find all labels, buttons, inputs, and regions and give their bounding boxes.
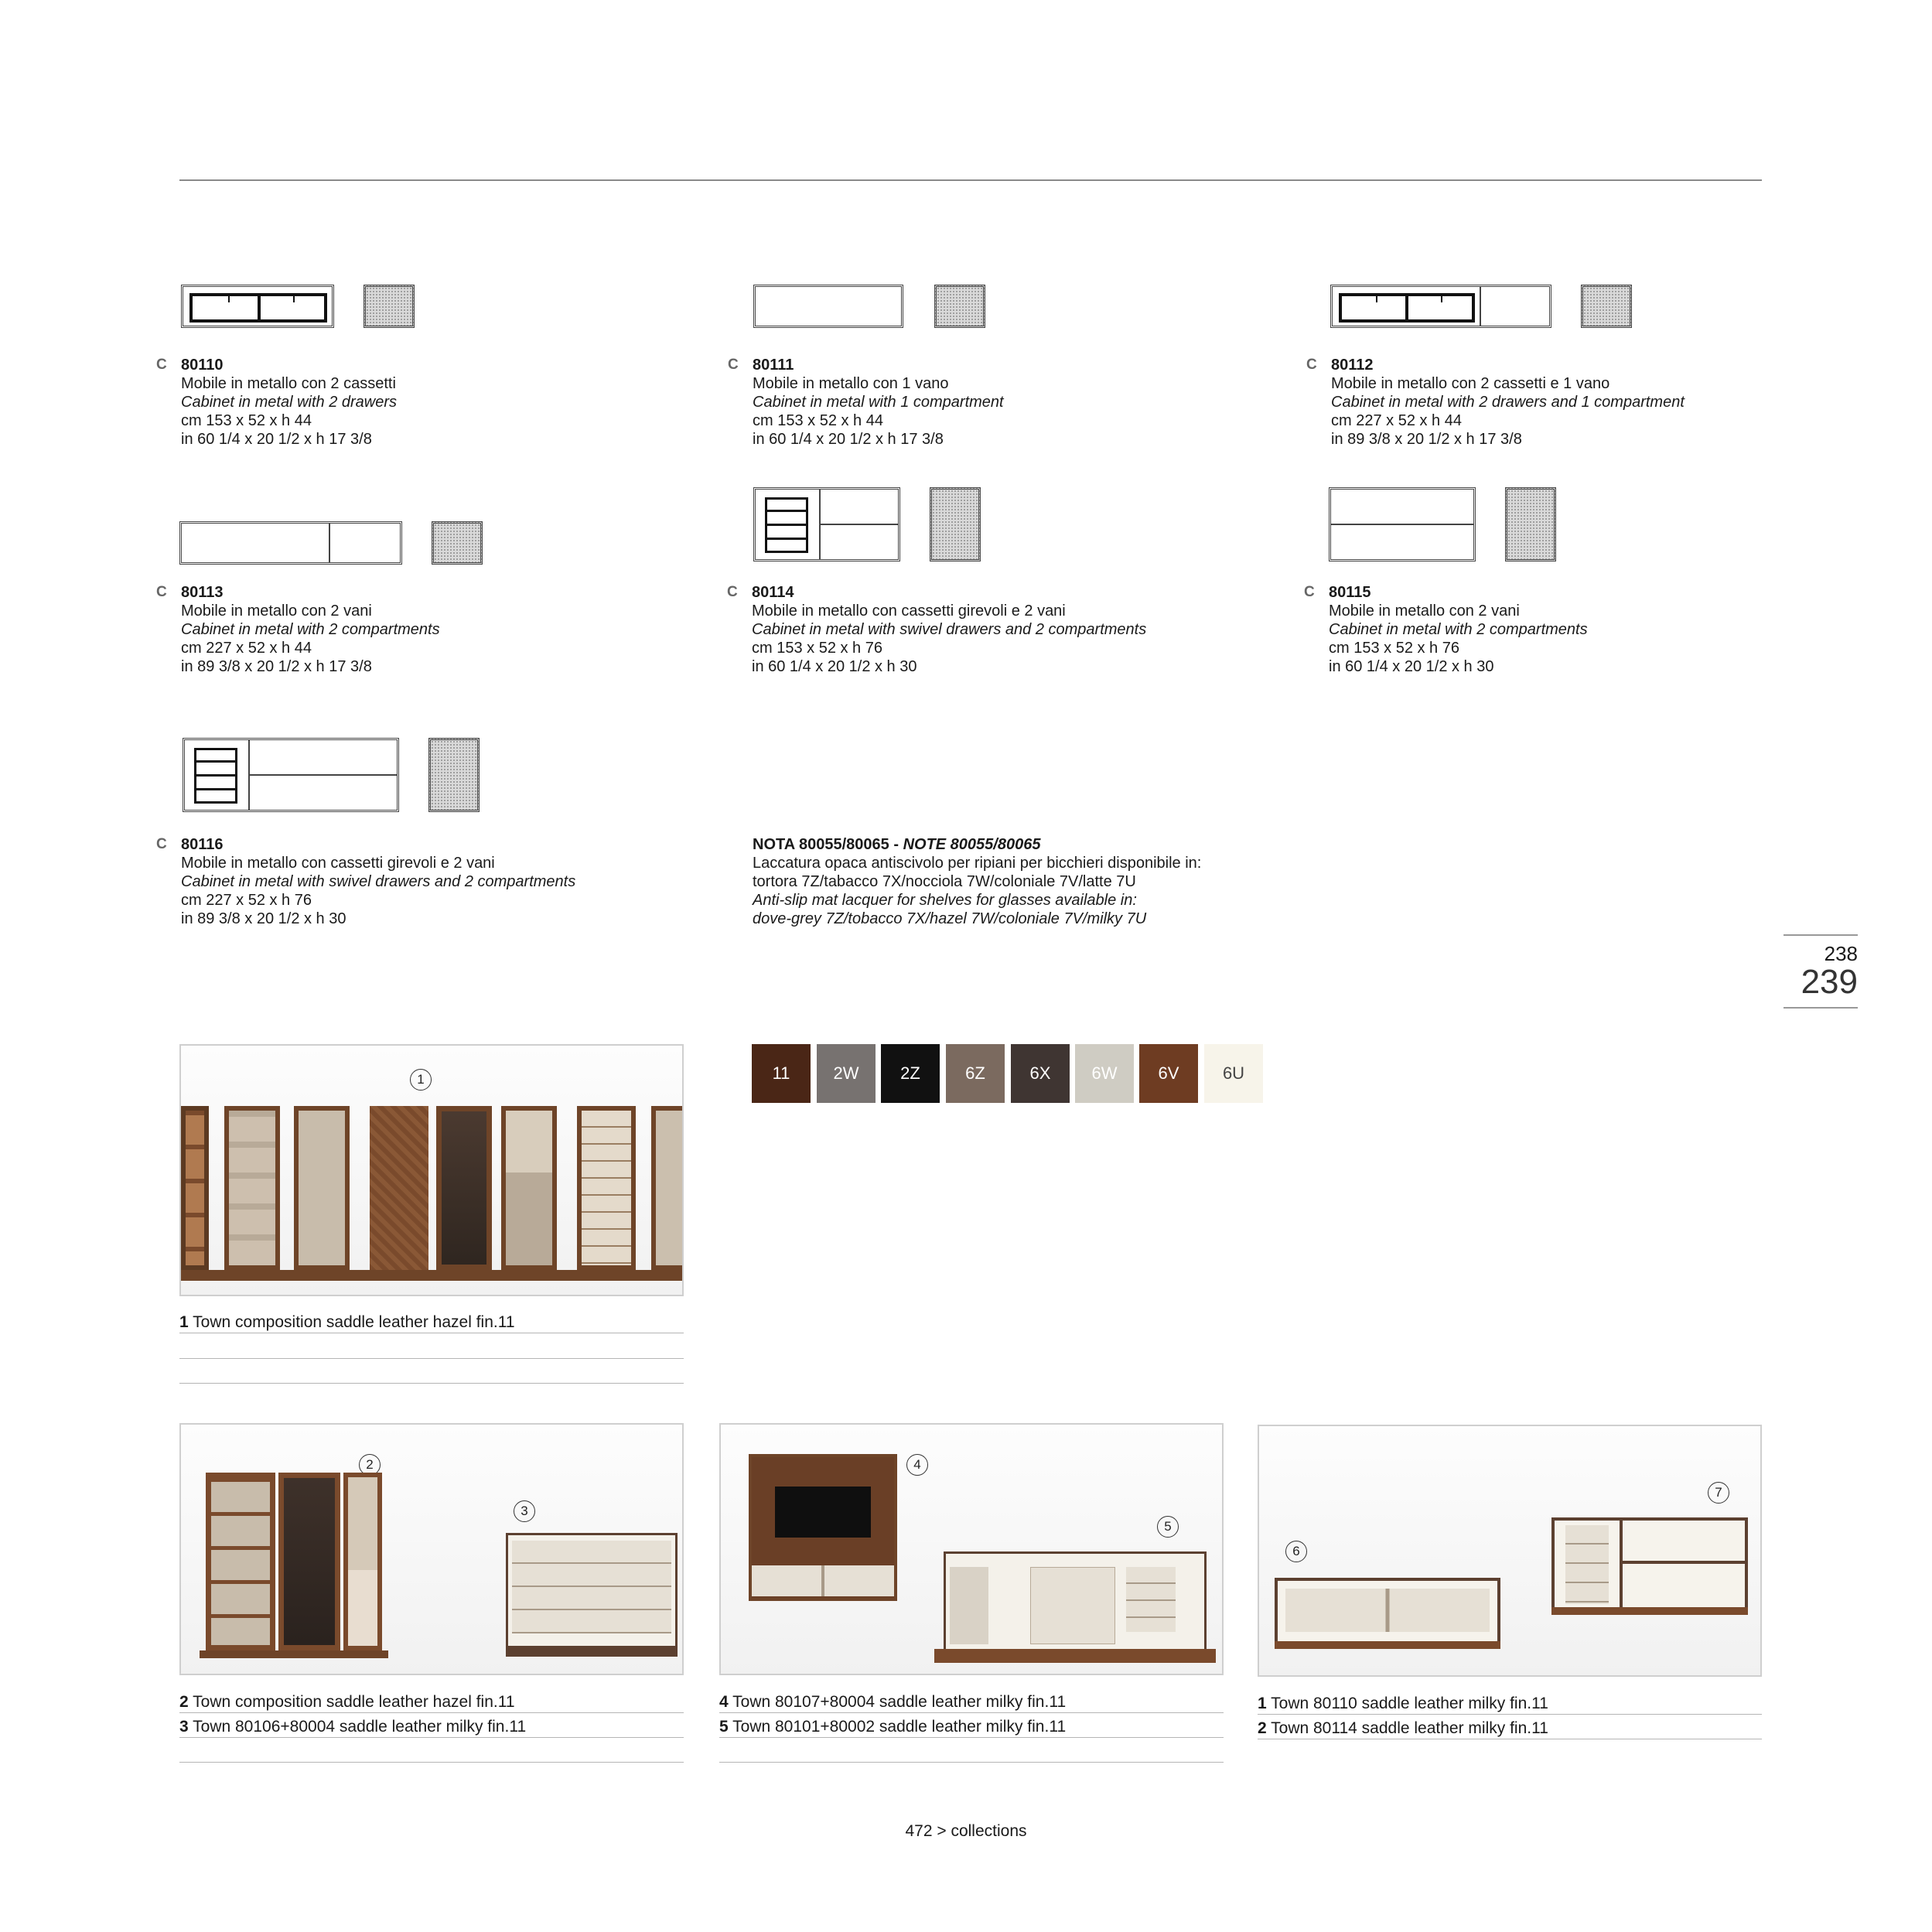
- photo-town-composition: [179, 1044, 684, 1296]
- dimensions-cm: cm 227 x 52 x h 44: [181, 640, 312, 657]
- description-en: Cabinet in metal with swivel drawers and 2 compartments: [752, 621, 1147, 638]
- caption-number: 3: [179, 1718, 189, 1736]
- note-line-it: Laccatura opaca antiscivolo per ripiani per bicchieri disponibile in:: [753, 855, 1202, 872]
- caption-rule: [1258, 1714, 1762, 1715]
- product-code: 80111: [753, 357, 794, 374]
- cabinet-bar-drawers: [577, 1106, 636, 1270]
- handle-tick: [293, 296, 295, 302]
- tv-screen: [775, 1487, 871, 1538]
- note-title-en: NOTE 80055/80065: [903, 836, 1041, 853]
- caption-number: 1: [179, 1313, 189, 1331]
- dimensions-in: in 89 3/8 x 20 1/2 x h 17 3/8: [1331, 431, 1522, 448]
- caption-3: [179, 1717, 526, 1737]
- category-letter: C: [156, 836, 167, 852]
- category-letter: C: [1306, 357, 1317, 373]
- drawing-80114-front: [753, 487, 900, 562]
- category-letter: C: [1304, 584, 1315, 600]
- drawer-line: [766, 524, 807, 526]
- finish-swatch: [1075, 1044, 1134, 1103]
- description-it: Mobile in metallo con 1 vano: [753, 375, 949, 392]
- product-spec-80110: [156, 356, 398, 449]
- drawing-80116-side: [428, 738, 480, 812]
- description-it: Mobile in metallo con 2 cassetti e 1 vano: [1331, 375, 1610, 392]
- category-letter: C: [727, 584, 738, 600]
- category-letter: C: [156, 584, 167, 600]
- finish-swatch: [1204, 1044, 1263, 1103]
- product-spec-80112: [1306, 356, 1685, 449]
- description-en: Cabinet in metal with swivel drawers and 2 compartments: [181, 873, 576, 890]
- dimensions-cm: cm 153 x 52 x h 76: [1329, 640, 1459, 657]
- sideboard-open-door: [950, 1567, 988, 1644]
- finish-swatch: [752, 1044, 811, 1103]
- caption-number: 2: [1258, 1719, 1267, 1737]
- bookcase-glass: [278, 1473, 340, 1650]
- caption-text: Town 80110 saddle leather milky fin.11: [1266, 1695, 1548, 1712]
- caption-rule: [719, 1712, 1224, 1713]
- dimensions-in: in 60 1/4 x 20 1/2 x h 17 3/8: [181, 431, 372, 448]
- note-line-en: Anti-slip mat lacquer for shelves for glasses available in:: [753, 892, 1137, 909]
- lacquer-note: [753, 835, 1201, 928]
- caption-rule: [719, 1762, 1224, 1763]
- photo-town-tv-sideboard: [719, 1423, 1224, 1675]
- caption-number: 5: [719, 1718, 729, 1736]
- cabinet-open-shelves: [224, 1106, 280, 1270]
- photo-town-bookcase-dresser: [179, 1423, 684, 1675]
- finish-swatch: [881, 1044, 940, 1103]
- drawing-80110-side: [364, 285, 415, 328]
- description-en: Cabinet in metal with 2 compartments: [1329, 621, 1588, 638]
- photo-number-marker: 6: [1285, 1541, 1307, 1562]
- walnut-plinth: [181, 1270, 684, 1281]
- photo-number-marker: 5: [1157, 1516, 1179, 1538]
- page-number-left: 238: [1824, 942, 1858, 965]
- bookcase-left: [206, 1473, 275, 1650]
- finish-swatch: [1139, 1044, 1198, 1103]
- bookcase-plinth: [200, 1650, 388, 1658]
- cabinet-80110-drawers: [1285, 1589, 1490, 1632]
- shelf-line: [819, 524, 898, 525]
- caption-text: Town composition saddle leather hazel fin.11: [188, 1313, 515, 1331]
- handle-tick: [1441, 296, 1442, 302]
- dimensions-in: in 89 3/8 x 20 1/2 x h 30: [181, 910, 346, 927]
- caption-rule: [179, 1762, 684, 1763]
- caption-text: Town composition saddle leather hazel fin.11: [188, 1693, 515, 1711]
- product-code: 80116: [181, 836, 224, 853]
- dimensions-in: in 89 3/8 x 20 1/2 x h 17 3/8: [181, 658, 372, 675]
- product-spec-80116: [156, 835, 576, 928]
- product-code: 80113: [181, 584, 224, 601]
- drawing-80116-front: [183, 738, 399, 812]
- page-number-block: [1784, 934, 1858, 1009]
- dimensions-cm: cm 153 x 52 x h 44: [181, 412, 312, 429]
- cabinet-bar-open: [501, 1106, 557, 1270]
- drawer-line: [196, 774, 236, 777]
- dimensions-in: in 60 1/4 x 20 1/2 x h 30: [1329, 658, 1494, 675]
- photo-number-marker: 2: [359, 1454, 381, 1476]
- page-number-right: 239: [1801, 963, 1858, 1001]
- caption-6: [1258, 1694, 1548, 1714]
- drawing-80110-front: [181, 285, 334, 328]
- caption-5: [719, 1717, 1066, 1737]
- swatch-label: 6V: [1158, 1063, 1179, 1083]
- caption-number: 2: [179, 1693, 189, 1711]
- swatch-label: 2Z: [900, 1063, 920, 1083]
- caption-7: [1258, 1719, 1548, 1739]
- caption-text: Town 80107+80004 saddle leather milky fin.11: [728, 1693, 1067, 1711]
- dresser-drawers: [512, 1541, 671, 1633]
- shelf-line: [1331, 524, 1473, 525]
- caption-4: [719, 1692, 1066, 1712]
- photo-number-marker: 7: [1708, 1482, 1729, 1504]
- product-code: 80112: [1331, 357, 1374, 374]
- caption-rule: [179, 1712, 684, 1713]
- cabinet-80114-drawers: [1565, 1525, 1609, 1604]
- cabinet-80110-plinth: [1275, 1641, 1500, 1649]
- cabinet-80114-shelf: [1623, 1561, 1745, 1564]
- product-code: 80115: [1329, 584, 1371, 601]
- drawing-80111-side: [934, 285, 985, 328]
- drawer-line: [766, 510, 807, 512]
- tv-cabinet-drawers: [752, 1565, 894, 1596]
- description-it: Mobile in metallo con cassetti girevoli e 2 vani: [181, 855, 495, 872]
- dimensions-cm: cm 227 x 52 x h 76: [181, 892, 312, 909]
- drawer-line: [766, 538, 807, 540]
- note-colors-en: dove-grey 7Z/tobacco 7X/hazel 7W/coloniale 7V/milky 7U: [753, 910, 1147, 927]
- caption-number: 1: [1258, 1695, 1267, 1712]
- caption-rule: [179, 1383, 684, 1384]
- dimensions-cm: cm 227 x 52 x h 44: [1331, 412, 1462, 429]
- product-spec-80115: [1304, 583, 1588, 676]
- dimensions-in: in 60 1/4 x 20 1/2 x h 17 3/8: [753, 431, 944, 448]
- dimensions-in: in 60 1/4 x 20 1/2 x h 30: [752, 658, 917, 675]
- handle-tick: [228, 296, 230, 302]
- drawing-80112-side: [1581, 285, 1632, 328]
- description-it: Mobile in metallo con cassetti girevoli e 2 vani: [752, 602, 1066, 620]
- cabinet-walnut-door: [370, 1106, 428, 1270]
- product-spec-80111: [728, 356, 1004, 449]
- caption-number: 4: [719, 1693, 729, 1711]
- page-footer: 472 > collections: [905, 1822, 1027, 1840]
- cabinet-glass-door: [436, 1106, 492, 1270]
- caption-text: Town 80106+80004 saddle leather milky fin.11: [188, 1718, 527, 1736]
- product-code: 80114: [752, 584, 794, 601]
- swatch-label: 11: [772, 1063, 790, 1083]
- bookcase-right: [343, 1473, 382, 1650]
- drawer-divider: [1405, 293, 1408, 323]
- finish-swatch: [1011, 1044, 1070, 1103]
- photo-number-marker: 4: [906, 1454, 928, 1476]
- drawing-80115-front: [1329, 487, 1476, 562]
- sideboard-plinth: [934, 1649, 1216, 1663]
- drawing-80115-side: [1505, 487, 1556, 562]
- finish-swatch: [817, 1044, 876, 1103]
- drawer-line: [196, 760, 236, 763]
- drawing-80112-front: [1330, 285, 1551, 328]
- drawer-divider: [258, 293, 261, 323]
- drawer-line: [196, 788, 236, 790]
- swatch-label: 6X: [1029, 1063, 1051, 1083]
- dimensions-cm: cm 153 x 52 x h 76: [752, 640, 882, 657]
- swatch-label: 2W: [833, 1063, 859, 1083]
- category-letter: C: [728, 357, 739, 373]
- caption-text: Town 80101+80002 saddle leather milky fin.11: [728, 1718, 1067, 1736]
- cabinet-edge: [651, 1106, 684, 1270]
- description-en: Cabinet in metal with 1 compartment: [753, 394, 1004, 411]
- shelf-line: [248, 774, 397, 776]
- description-it: Mobile in metallo con 2 cassetti: [181, 375, 396, 392]
- description-it: Mobile in metallo con 2 vani: [1329, 602, 1520, 620]
- dimensions-cm: cm 153 x 52 x h 44: [753, 412, 883, 429]
- compartment-divider: [329, 524, 330, 562]
- product-code: 80110: [181, 357, 224, 374]
- sideboard-drawers: [1126, 1567, 1176, 1632]
- note-colors-it: tortora 7Z/tabacco 7X/nocciola 7W/coloniale 7V/latte 7U: [753, 873, 1136, 890]
- product-spec-80113: [156, 583, 440, 676]
- caption-2: [179, 1692, 515, 1712]
- sideboard-door: [1030, 1567, 1115, 1644]
- drawing-80113-side: [432, 521, 483, 565]
- photo-town-cabinets-80110-80114: [1258, 1425, 1762, 1677]
- photo-number-marker: 1: [410, 1069, 432, 1091]
- caption-text: Town 80114 saddle leather milky fin.11: [1266, 1719, 1548, 1737]
- finish-swatch: [946, 1044, 1005, 1103]
- caption-rule: [719, 1737, 1224, 1738]
- caption-1: [179, 1312, 515, 1333]
- photo-number-marker: 3: [514, 1500, 535, 1522]
- cabinet-shelving: [181, 1106, 209, 1270]
- description-en: Cabinet in metal with 2 drawers and 1 compartment: [1331, 394, 1685, 411]
- description-en: Cabinet in metal with 2 compartments: [181, 621, 440, 638]
- dresser-base: [506, 1646, 678, 1657]
- caption-rule: [179, 1737, 684, 1738]
- drawing-80111-front: [753, 285, 903, 328]
- cabinet-80114-divider: [1620, 1517, 1623, 1610]
- cabinet-80114-plinth: [1551, 1607, 1748, 1615]
- drawing-80114-side: [930, 487, 981, 562]
- description-en: Cabinet in metal with 2 drawers: [181, 394, 398, 411]
- product-spec-80114: [727, 583, 1147, 676]
- caption-rule: [179, 1358, 684, 1359]
- cabinet-leather-door: [294, 1106, 350, 1270]
- handle-tick: [1376, 296, 1377, 302]
- description-it: Mobile in metallo con 2 vani: [181, 602, 372, 620]
- swatch-label: 6U: [1222, 1063, 1245, 1083]
- compartment-divider: [1480, 287, 1481, 326]
- swatch-label: 6Z: [965, 1063, 985, 1083]
- note-title: NOTA 80055/80065 -: [753, 836, 903, 853]
- drawing-80113-front: [179, 521, 402, 565]
- top-rule: [179, 179, 1762, 181]
- swatch-label: 6W: [1091, 1063, 1118, 1083]
- category-letter: C: [156, 357, 167, 373]
